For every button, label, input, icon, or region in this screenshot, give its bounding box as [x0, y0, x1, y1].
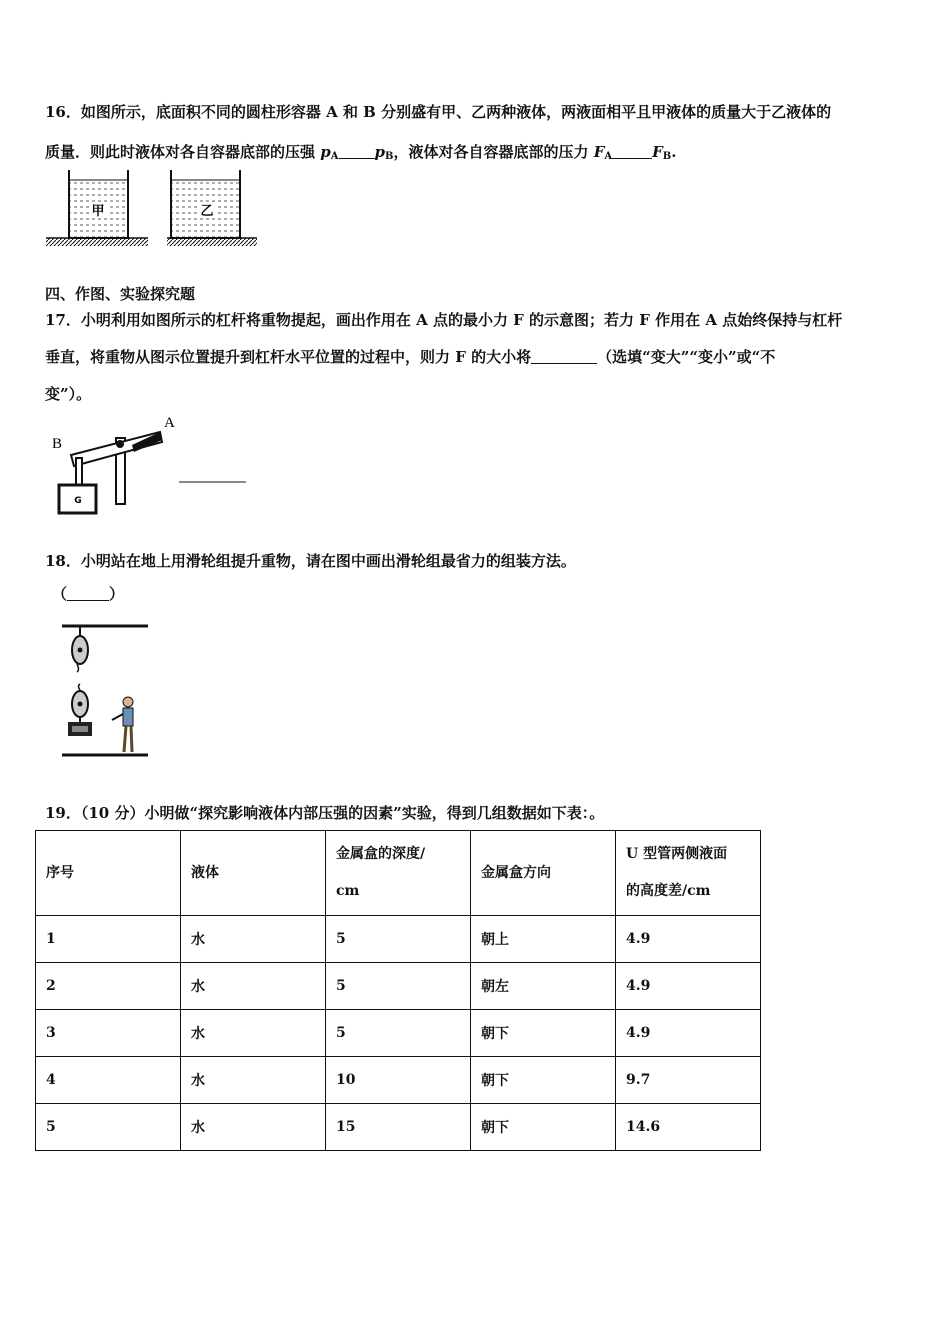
- pulley-figure: [56, 618, 152, 760]
- label-a: A: [164, 415, 175, 431]
- table-row: [36, 963, 761, 1010]
- label-g: G: [74, 496, 82, 506]
- q17-line-2: [45, 346, 775, 367]
- table-row: [36, 916, 761, 963]
- table-cell: 4.9: [616, 1010, 761, 1057]
- answer-blank-pulley[interactable]: [67, 585, 109, 601]
- table-cell: 朝下: [471, 1104, 616, 1151]
- answer-close: ）: [109, 585, 125, 603]
- label-jia: 甲: [91, 204, 105, 219]
- header-cell: U 型管两侧液面 的高度差/cm: [616, 831, 761, 916]
- q17-text: 垂直，将重物从图示位置提升到杠杆水平位置的过程中，则力 F 的大小将: [45, 348, 532, 366]
- table-cell: 朝下: [471, 1057, 616, 1104]
- containers-figure: [44, 168, 264, 250]
- ground-left: [46, 238, 148, 246]
- ground-right: [167, 238, 257, 246]
- q18-answer: [52, 583, 124, 604]
- q18-line-1: 18．小明站在地上用滑轮组提升重物，请在图中画出滑轮组最省力的组装方法。: [45, 552, 576, 570]
- table-cell: 5: [36, 1104, 181, 1151]
- label-yi: 乙: [200, 204, 214, 219]
- pressure-symbol-b: p: [374, 143, 385, 161]
- answer-open: （: [52, 585, 68, 603]
- table-cell: 5: [326, 963, 471, 1010]
- table-cell: 2: [36, 963, 181, 1010]
- container-a: [69, 170, 128, 238]
- table-cell: 4.9: [616, 916, 761, 963]
- table-cell: 5: [326, 916, 471, 963]
- table-cell: 14.6: [616, 1104, 761, 1151]
- fulcrum-pivot: [116, 440, 124, 448]
- table-cell: 朝下: [471, 1010, 616, 1057]
- table-header-row: [36, 831, 761, 916]
- answer-blank-trend[interactable]: [531, 348, 597, 364]
- header-cell: 金属盒方向: [471, 831, 616, 916]
- label-b: B: [52, 436, 63, 452]
- q16-line-2: [45, 141, 676, 162]
- sub-a: A: [330, 151, 339, 162]
- force-symbol-a: F: [593, 143, 605, 161]
- q16-end: .: [671, 143, 677, 161]
- sub-a-2: A: [604, 151, 613, 162]
- container-b: [171, 170, 240, 238]
- q17-line-3: 变”）。: [45, 385, 92, 403]
- section-title: 四、作图、实验探究题: [45, 285, 196, 303]
- table-cell: 水: [181, 1057, 326, 1104]
- q16-text-a: 质量．则此时液体对各自容器底部的压强: [45, 143, 321, 161]
- lever-hanger: [76, 458, 82, 485]
- header-cell: 序号: [36, 831, 181, 916]
- table-cell: 水: [181, 1104, 326, 1151]
- table-cell: 3: [36, 1010, 181, 1057]
- table-cell: 水: [181, 963, 326, 1010]
- table-cell: 1: [36, 916, 181, 963]
- answer-blank-pressure[interactable]: [339, 143, 375, 159]
- q17-options: （选填“变大”“变小”或“不: [597, 348, 776, 366]
- table-cell: 10: [326, 1057, 471, 1104]
- table-row: [36, 1057, 761, 1104]
- sub-b: B: [385, 151, 394, 162]
- force-symbol-b: F: [652, 143, 663, 161]
- table-cell: 4.9: [616, 963, 761, 1010]
- person-figure: [112, 697, 133, 752]
- table-cell: 水: [181, 1010, 326, 1057]
- q19-line-1: 19．（10 分）小明做“探究影响液体内部压强的因素”实验，得到几组数据如下表：。: [45, 804, 605, 822]
- lever-figure: [46, 410, 256, 518]
- header-cell: 金属盒的深度/ cm: [326, 831, 471, 916]
- table-cell: 4: [36, 1057, 181, 1104]
- table-cell: 朝上: [471, 916, 616, 963]
- table-cell: 15: [326, 1104, 471, 1151]
- q16-text-b: ，液体对各自容器底部的压力: [393, 143, 594, 161]
- data-table: [35, 830, 761, 1151]
- table-cell: 5: [326, 1010, 471, 1057]
- sub-b-2: B: [662, 151, 672, 162]
- answer-blank-force[interactable]: [612, 143, 652, 159]
- table-cell: 9.7: [616, 1057, 761, 1104]
- table-cell: 水: [181, 916, 326, 963]
- header-cell: 液体: [181, 831, 326, 916]
- table-row: [36, 1010, 761, 1057]
- table-cell: 朝左: [471, 963, 616, 1010]
- q16-line-1: 16．如图所示，底面积不同的圆柱形容器 A 和 B 分别盛有甲、乙两种液体，两液面相平且甲液体的质量大于乙液体的: [45, 103, 832, 121]
- table-row: [36, 1104, 761, 1151]
- pressure-symbol-a: p: [320, 143, 331, 161]
- q17-line-1: 17．小明利用如图所示的杠杆将重物提起，画出作用在 A 点的最小力 F 的示意图；若力 F 作用在 A 点始终保持与杠杆: [45, 311, 843, 329]
